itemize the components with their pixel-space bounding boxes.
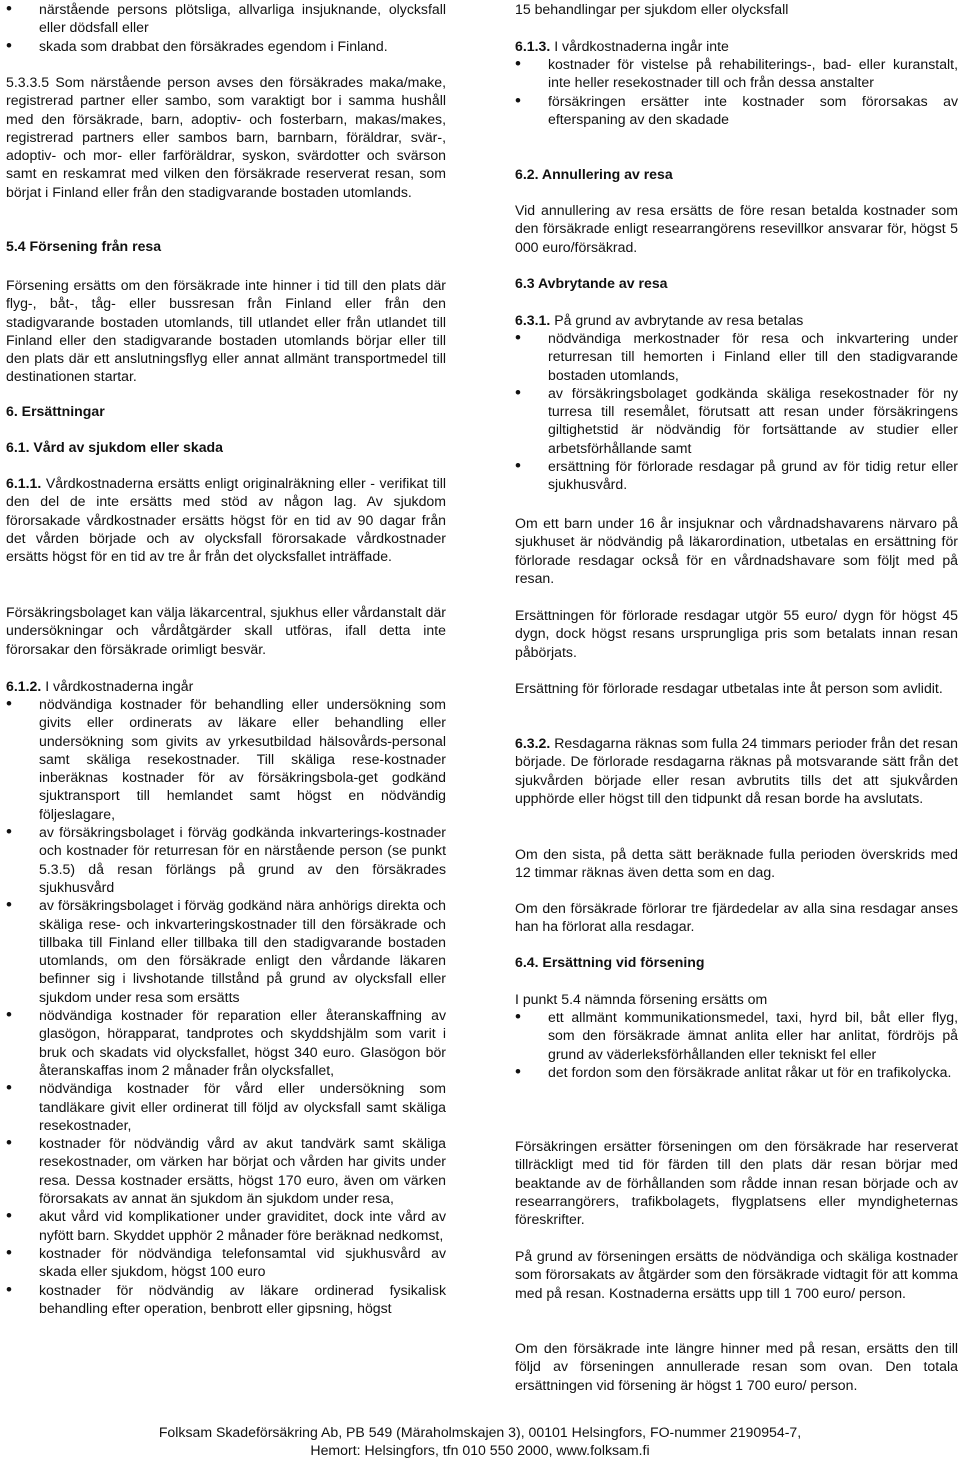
section-6-3-1 (515, 311, 958, 329)
paragraph-6-3-2-c: Om den försäkrade förlorar tre fjärdedelar av alla sina resdagar anses han ha förlorat alla resdagar. (515, 900, 958, 935)
heading-6-4: 6.4. Ersättning vid försening (515, 954, 705, 970)
continued-text: 15 behandlingar per sjukdom eller olycksfall (515, 1, 789, 17)
paragraph-6-4-intro: I punkt 5.4 nämnda försening ersätts om (515, 991, 768, 1007)
section-text: Resdagarna räknas som fulla 24 timmars perioder från det resan började. De förlorade resdagarna räknas på motsvarande sätt från det sjukvården började eller resan avbrutits tills det att sjukvården upphörde eller högst till den tidpunkt då resan borde ha avslutats. (515, 735, 959, 806)
section-6-3-2 (515, 734, 958, 807)
list-item: • kostnader för nödvändig av läkare ordinerad fysikalisk behandling efter operation, benbrott eller gipsning, högst (6, 1281, 446, 1318)
section-6-1-3 (515, 37, 958, 55)
bullet-list-6-1-2 (6, 695, 446, 1317)
bullet-list-6-1-3 (515, 55, 958, 128)
paragraph-6-4-a: Försäkringen ersätter förseningen om den försäkrade har reserverat tillräckligt med tid för färden till den plats där resan börjar med beaktande av de förhållanden som rådde innan resan började och av researrangörers, trafikbolagets, flygplatsens eller myndigheternas föreskrifter. (515, 1138, 958, 1228)
section-text: 5 Som närstående person avses den försäkrades maka/make, registrerad partner eller sambo, som varaktigt bor i samma hushåll med den försäkrade, barn, adoptiv- och fosterbarn, makas/makes, registrerad partners eller sambos barn, barnbarn, föräldrar, svär-, adoptiv- och mor- eller farföräldrar, syskon, svärdotter och svärson samt en reskamrat med vilken den försäkrade reserverat resan, som börjat i Finland eller från den stadigvarande bostaden utomlands. (6, 74, 446, 200)
list-item: • av försäkringsbolaget godkända skäliga resekostnader för ny turresa till resemålet, förutsatt att resan under försäkringens giltighetstid är nödvändig för fortsättande av studier eller arbetsförhållande samt (515, 384, 958, 457)
section-number: 6.3.1. (515, 312, 551, 328)
bullet-list-6-4 (515, 1008, 958, 1081)
list-item: • försäkringen ersätter inte kostnader som förorsakas av efterspaning av den skadade (515, 92, 958, 129)
list-item: • närstående persons plötsliga, allvarliga insjuknande, olycksfall eller dödsfall eller (6, 0, 446, 37)
paragraph-6-1-1-b: Försäkringsbolaget kan välja läkarcentral, sjukhus eller vårdanstalt där undersökningar och vårdåtgärder skall utföras, ifall detta inte förorsakar den försäkrade orimligt besvär. (6, 604, 446, 657)
section-text: I vårdkostnaderna ingår (45, 678, 194, 694)
list-item: • det fordon som den försäkrade anlitat råkar ut för en trafikolycka. (515, 1063, 958, 1081)
list-item: • skada som drabbat den försäkrades egendom i Finland. (6, 37, 446, 55)
section-number: 5.3.3. (6, 74, 42, 90)
list-item: • kostnader för nödvändiga telefonsamtal vid sjukhusvård av skada eller sjukdom, högst 100 euro (6, 1244, 446, 1281)
list-item: • nödvändiga kostnader för reparation eller återanskaffning av glasögon, hörapparat, tandprotes och skyddshjälm som varit i bruk och skadats vid olycksfallet, högst 340 euro. Glasögon bör återanskaffas inom 2 månader från olycksfallet, (6, 1006, 446, 1079)
paragraph-5-4: Försening ersätts om den försäkrade inte hinner i tid till den plats där flyg-, båt-, tåg- eller bussresan från Finland eller från den stadigvarande bostaden utomlands, till utlandet eller från utlandet till Finland eller den stadigvarande bostaden utomlands börjar eller till den plats där ett anslutningsflyg eller annat allmänt transportmedel till destinationen startar. (6, 277, 446, 385)
paragraph-6-4-b: På grund av förseningen ersätts de nödvändiga och skäliga kostnader som förorsakats av åtgärder som den försäkrade vidtagit för att komma med på resan. Kostnaderna ersätts upp till 1 700 euro/ person. (515, 1248, 958, 1301)
paragraph-6-3-1-b: Ersättningen för förlorade resdagar utgör 55 euro/ dygn för högst 45 dygn, dock högst resans ursprungliga pris som betalats innan resan påbörjats. (515, 607, 958, 660)
list-item: • kostnader för vistelse på rehabiliterings-, bad- eller kuranstalt, inte heller resekostnader till och från dessa anstalter (515, 55, 958, 92)
footer-line-company: Folksam Skadeförsäkring Ab, PB 549 (Märaholmskajen 3), 00101 Helsingfors, FO-nummer 2190954-7, (158, 1424, 802, 1440)
section-number: 6.1.2. (6, 678, 42, 694)
list-item: • av försäkringsbolaget i förväg godkända inkvarterings-kostnader och kostnader för returresan för en närstående person (se punkt 5.3.5) då resan förlängs på grund av den försäkrades sjukhusvård (6, 823, 446, 896)
section-text: På grund av avbrytande av resa betalas (554, 312, 804, 328)
list-item: • av försäkringsbolaget i förväg godkänd nära anhörigs direkta och skäliga rese- och inkvarteringskostnader till den försäkrade och tillbaka till Finland eller tillbaka till den stadigvarande bostaden utomlands, om den försäkrade enligt den vårdande läkaren befinner sig i livshotande tillstånd på grund av olycksfall eller sjukdom under resa som ersätts (6, 896, 446, 1006)
list-item: • kostnader för nödvändig vård av akut tandvärk samt skäliga resekostnader, om värken har börjat och vården har givits under resa. Dessa kostnader ersätts, högst 170 euro, även om värken förorsakats av annat än sjukdom än sjukdom under resa, (6, 1134, 446, 1207)
section-text: I vårdkostnaderna ingår inte (554, 38, 729, 54)
heading-6: 6. Ersättningar (6, 403, 105, 419)
list-item: • ersättning för förlorade resdagar på grund av för tidig retur eller sjukhusvård. (515, 457, 958, 494)
left-top-bullet-list (6, 0, 446, 55)
list-item: • akut vård vid komplikationer under graviditet, dock inte vård av nyfött barn. Skyddet upphör 2 månader före beräknad nedkomst, (6, 1207, 446, 1244)
paragraph-6-3-2-b: Om den sista, på detta sätt beräknade fulla perioden överskrids med 12 timmar räknas även detta som en dag. (515, 846, 958, 881)
paragraph-6-4-c: Om den försäkrade inte längre hinner med på resan, ersätts den till följd av förseningen annullerade resan som ovan. Den totala ersättningen vid försening är högst 1 700 euro/ person. (515, 1340, 958, 1393)
page-footer (0, 1423, 960, 1460)
paragraph-6-3-1-c: Ersättning för förlorade resdagar utbetalas inte åt person som avlidit. (515, 680, 943, 696)
section-5-3-3 (6, 73, 446, 201)
section-number: 6.3.2. (515, 735, 551, 751)
paragraph-6-2: Vid annullering av resa ersätts de före resan betalda kostnader som den försäkrade enligt researrangörens resevillkor ansvarar för, högst 5 000 euro/försäkrad. (515, 202, 958, 255)
list-item: • nödvändiga kostnader för vård eller undersökning som tandläkare givit eller ordinerat till följd av olycksfall samt skäliga resekostnader, (6, 1079, 446, 1134)
list-item: • ett allmänt kommunikationsmedel, taxi, hyrd bil, båt eller flyg, som den försäkrade ämnat anlita eller har anlitat, fördröjs på grund av väderleksförhållanden eller tekniskt fel eller (515, 1008, 958, 1063)
bullet-list-6-3-1 (515, 329, 958, 494)
heading-5-4: 5.4 Försening från resa (6, 238, 162, 254)
section-text: Vårdkostnaderna ersätts enligt originalräkning eller - verifikat till den del de inte ersätts med stöd av någon lag. Av sjukdom förorsakade vårdkostnader ersätts högst för en tid av 90 dagar från det vården började och av olycksfall förorsakade vårdkostnader ersätts högst för en tid av tre år från det olycksfallet inträffade. (6, 475, 446, 565)
footer-line-contact: Hemort: Helsingfors, tfn 010 550 2000, www.folksam.fi (310, 1442, 650, 1459)
heading-6-2: 6.2. Annullering av resa (515, 166, 673, 182)
section-6-1-2 (6, 677, 446, 695)
heading-6-3: 6.3 Avbrytande av resa (515, 275, 668, 291)
section-6-1-1 (6, 474, 446, 565)
section-number: 6.1.3. (515, 38, 551, 54)
paragraph-6-3-1-a: Om ett barn under 16 år insjuknar och vårdnadshavarens närvaro på sjukhuset är nödvändig på läkarordination, utbetalas en ersättning för förlorade resdagar också för en vårdnadshavare som följt med på resan. (515, 515, 958, 586)
heading-6-1: 6.1. Vård av sjukdom eller skada (6, 439, 224, 455)
section-number: 6.1.1. (6, 475, 42, 491)
list-item: • nödvändiga kostnader för behandling eller undersökning som givits eller ordinerats av läkare eller behandling eller undersökning som givits av yrkesutbildad hälsovårds-personal samt skäliga resekostnader. Till skäliga rese-kostnader inberäknas kostnader för av försäkringsbola-get godkänd sjuktransport till hemlandet samt högst en nödvändig följeslagare, (6, 695, 446, 823)
list-item: • nödvändiga merkostnader för resa och inkvartering under returresan till hemorten i Finland eller till den stadigvarande bostaden utomlands, (515, 329, 958, 384)
